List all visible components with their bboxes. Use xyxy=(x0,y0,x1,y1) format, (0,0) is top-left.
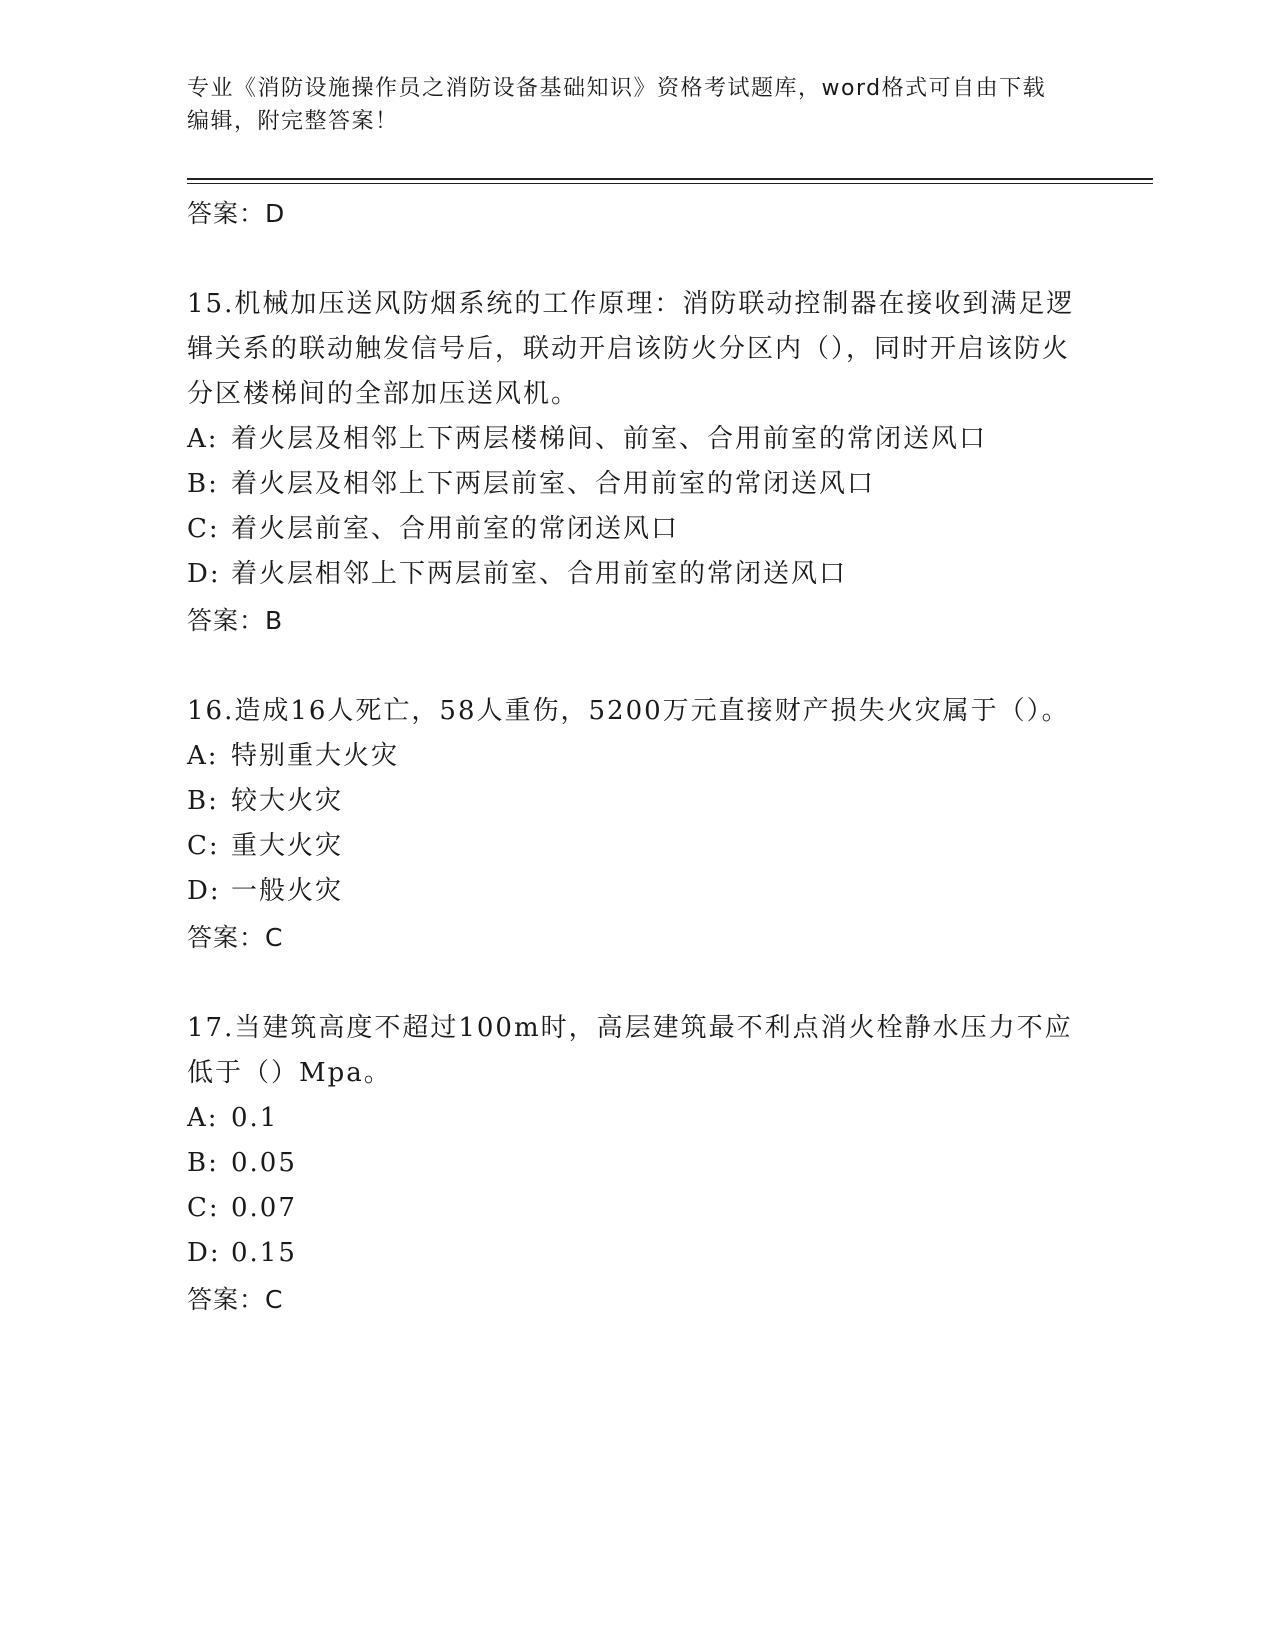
option-a xyxy=(187,417,1077,462)
option-letter: D: xyxy=(187,1238,221,1268)
answer: 答案：C xyxy=(187,1285,284,1314)
option-d xyxy=(187,552,1077,597)
option-letter: A: xyxy=(187,741,219,771)
question-list xyxy=(187,190,1077,1320)
option-letter: B: xyxy=(187,1148,219,1178)
option-text: 特别重大火灾 xyxy=(231,741,400,771)
option-letter: C: xyxy=(187,831,220,861)
option-letter: A: xyxy=(187,424,219,454)
question-text: 15.机械加压送风防烟系统的工作原理：消防联动控制器在接收到满足逻辑关系的联动触发信号后，联动开启该防火分区内（），同时开启该防火分区楼梯间的全部加压送风机。 xyxy=(187,289,1075,409)
option-letter: C: xyxy=(187,1193,220,1223)
option-letter: D: xyxy=(187,876,221,906)
question-text: 17.当建筑高度不超过100m时，高层建筑最不利点消火栓静水压力不应低于（）Mpa。 xyxy=(187,1013,1073,1088)
option-letter: D: xyxy=(187,559,221,589)
option-letter: B: xyxy=(187,469,219,499)
question-text: 16.造成16人死亡，58人重伤，5200万元直接财产损失火灾属于（）。 xyxy=(187,696,1070,726)
option-a xyxy=(187,1096,1077,1141)
option-c xyxy=(187,1186,1077,1231)
option-c xyxy=(187,507,1077,552)
option-text: 较大火灾 xyxy=(231,786,344,816)
header-divider-thick xyxy=(187,178,1153,180)
question-15 xyxy=(187,282,1077,641)
option-d xyxy=(187,1231,1077,1276)
option-text: 0.07 xyxy=(231,1193,297,1223)
option-letter: A: xyxy=(187,1103,219,1133)
option-text: 0.1 xyxy=(231,1103,279,1133)
previous-answer: 答案：D xyxy=(187,199,286,228)
option-letter: C: xyxy=(187,514,220,544)
option-letter: B: xyxy=(187,786,219,816)
answer: 答案：C xyxy=(187,923,284,952)
option-text: 重大火灾 xyxy=(231,831,344,861)
option-text: 着火层相邻上下两层前室、合用前室的常闭送风口 xyxy=(231,559,848,589)
document-header: 专业《消防设施操作员之消防设备基础知识》资格考试题库，word格式可自由下载编辑，附完整答案！ xyxy=(187,76,1047,134)
option-d xyxy=(187,869,1077,914)
header-divider-thin xyxy=(187,183,1153,184)
option-b xyxy=(187,1141,1077,1186)
option-text: 着火层及相邻上下两层楼梯间、前室、合用前室的常闭送风口 xyxy=(231,424,988,454)
option-text: 着火层及相邻上下两层前室、合用前室的常闭送风口 xyxy=(231,469,876,499)
option-text: 着火层前室、合用前室的常闭送风口 xyxy=(231,514,680,544)
option-c xyxy=(187,824,1077,869)
option-b xyxy=(187,779,1077,824)
option-text: 一般火灾 xyxy=(231,876,344,906)
question-17 xyxy=(187,1006,1077,1320)
option-text: 0.15 xyxy=(231,1238,297,1268)
question-16 xyxy=(187,689,1077,958)
answer: 答案：B xyxy=(187,606,284,635)
option-text: 0.05 xyxy=(231,1148,297,1178)
option-a xyxy=(187,734,1077,779)
option-b xyxy=(187,462,1077,507)
